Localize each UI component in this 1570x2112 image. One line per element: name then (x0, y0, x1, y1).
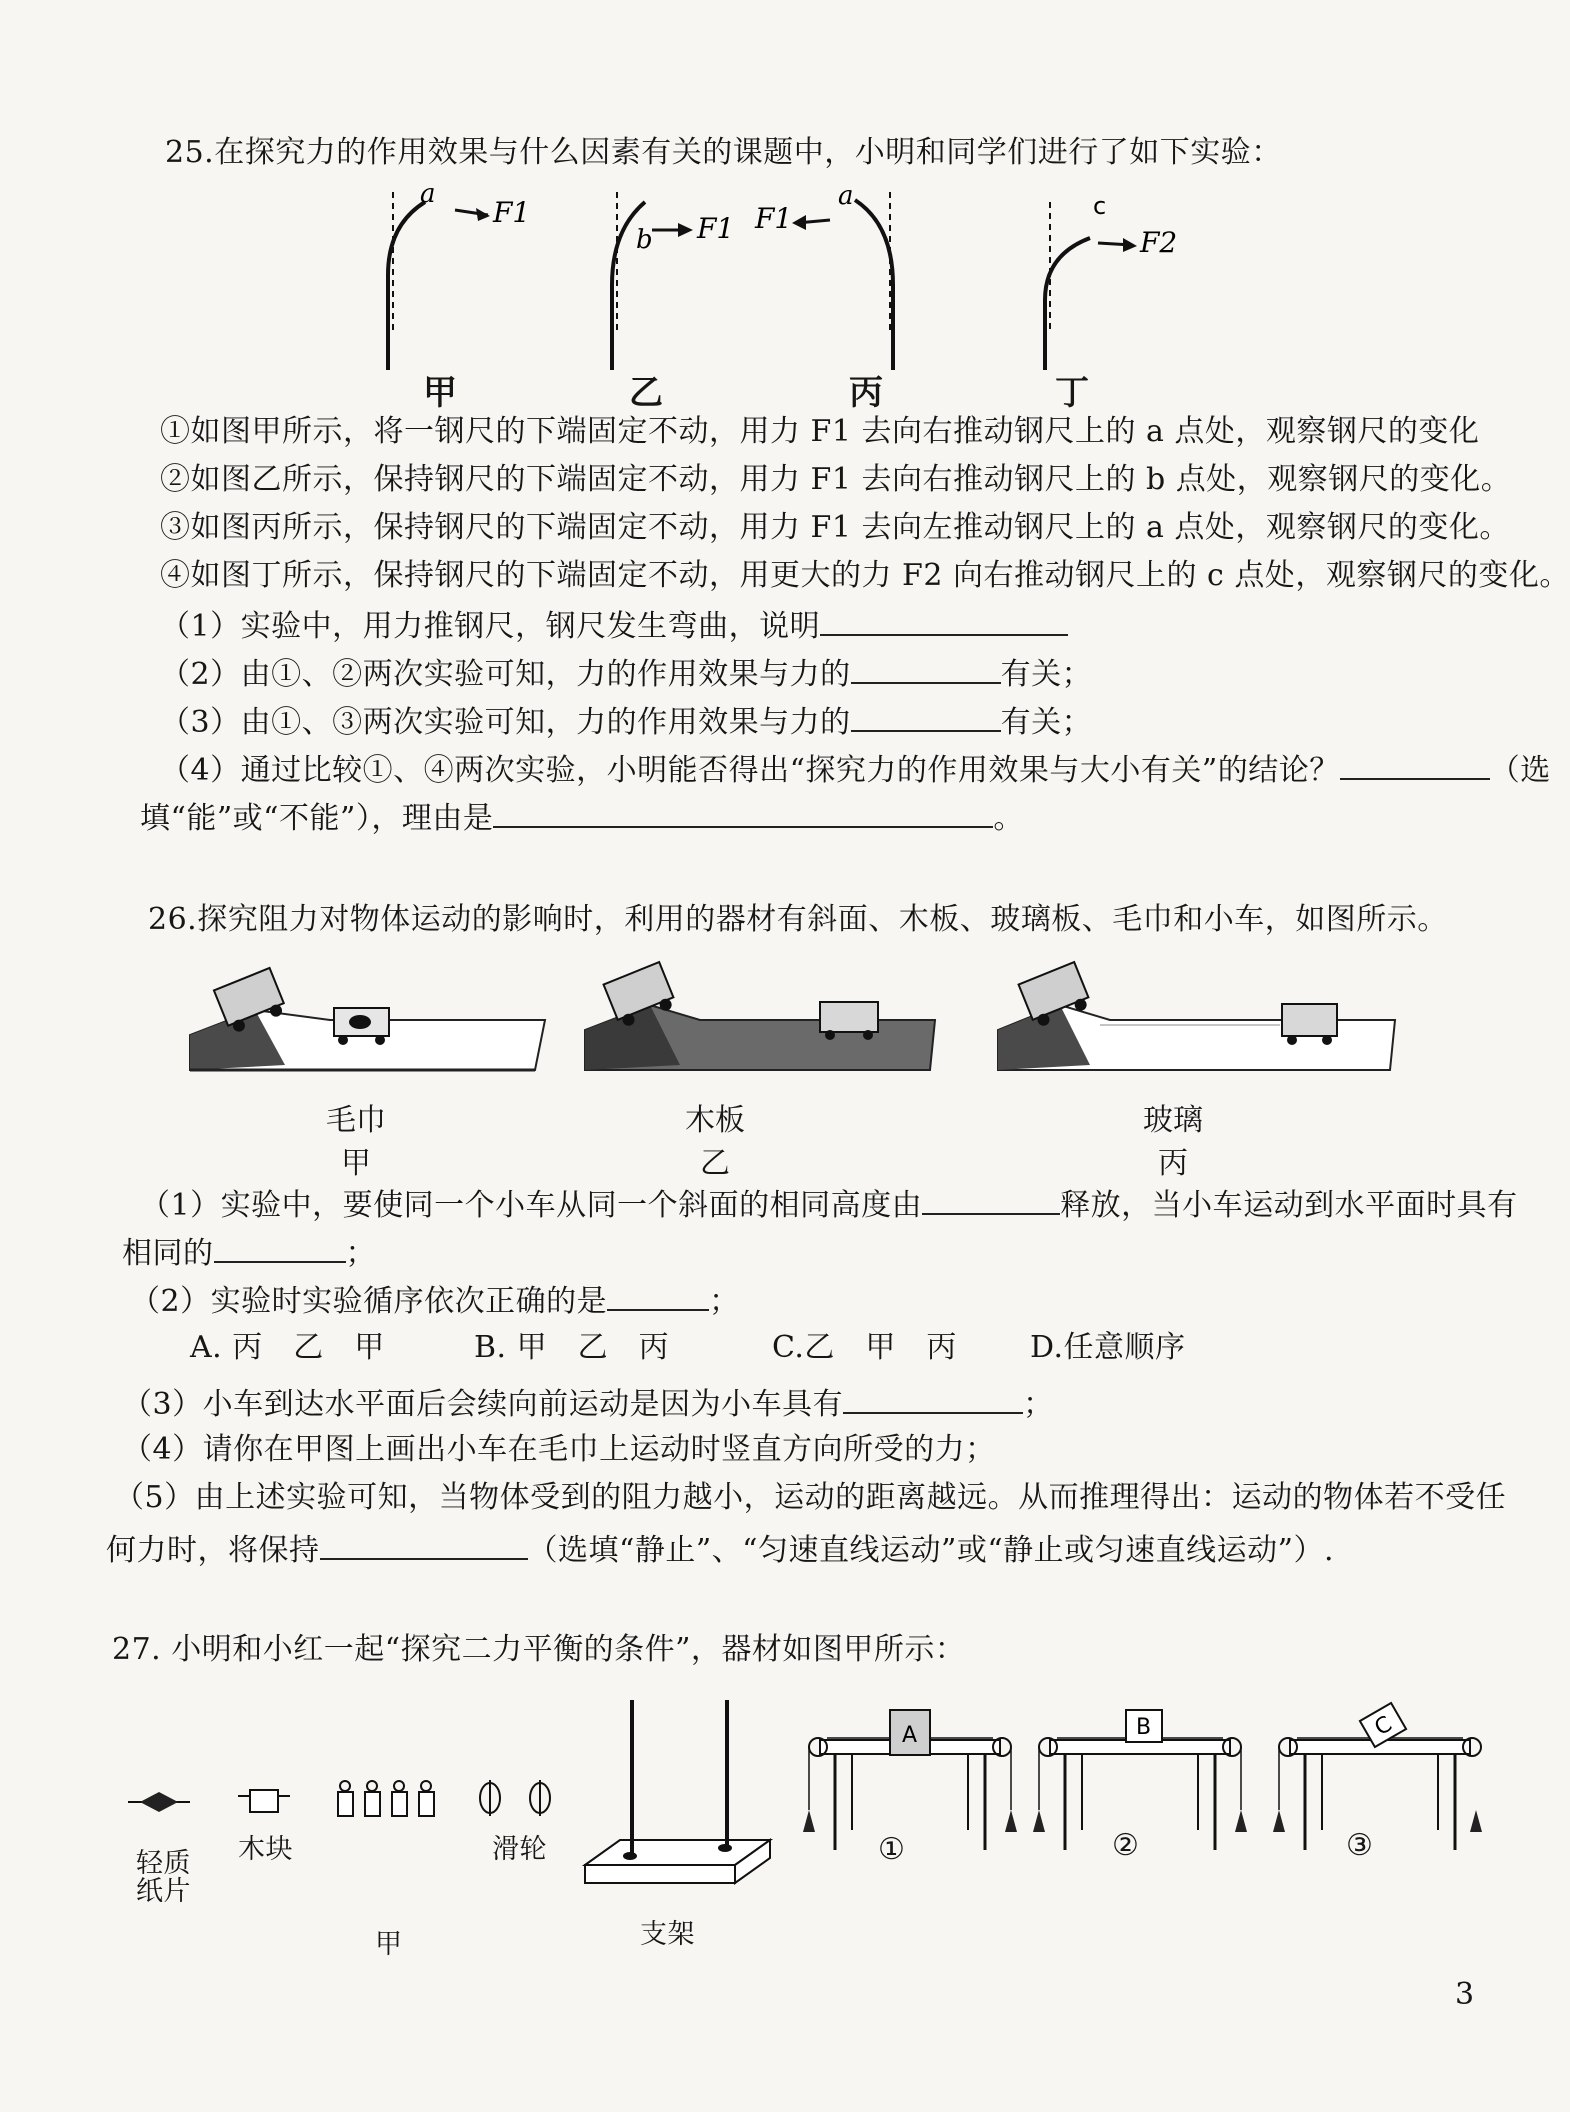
q25-step-1: ①如图甲所示，将一钢尺的下端固定不动，用力 F1 去向右推动钢尺上的 a 点处，观察钢尺的变化 (160, 414, 1480, 449)
incline-setup-glass (998, 962, 1395, 1070)
option-c[interactable]: C.乙 甲 丙 (772, 1330, 957, 1365)
fig-label-jia: 甲 (341, 1146, 371, 1181)
fig-label-ding: 丁 (1055, 373, 1089, 413)
force-F1-label: F1 (755, 202, 793, 235)
label-jia: 甲 (375, 1929, 403, 1960)
answer-blank[interactable] (1340, 748, 1490, 780)
surface-label-towel: 毛巾 (326, 1103, 386, 1138)
answer-blank[interactable] (320, 1528, 528, 1560)
answer-blank[interactable] (214, 1231, 346, 1263)
q26-question-5-line2: 何力时，将保持 （选填“静止”、“匀速直线运动”或“静止或匀速直线运动”）. (106, 1528, 1334, 1571)
option-d[interactable]: D.任意顺序 (1030, 1330, 1186, 1365)
q25-step-2: ②如图乙所示，保持钢尺的下端固定不动，用力 F1 去向右推动钢尺上的 b 点处，观察钢尺的变化。 (160, 462, 1512, 497)
answer-blank[interactable] (843, 1382, 1023, 1414)
force-F2-label: F2 (1140, 226, 1178, 259)
ruler-figure-yi (612, 192, 734, 370)
balance-setup-1 (803, 1710, 1017, 1850)
label-light-card-1: 轻质 (136, 1848, 191, 1879)
q26-title: 26.探究阻力对物体运动的影响时，利用的器材有斜面、木板、玻璃板、毛巾和小车，如图所示。 (148, 902, 1448, 937)
label-light-card-2: 纸片 (136, 1876, 191, 1907)
force-F1-label: F1 (697, 212, 735, 245)
q25-question-1: （1）实验中，用力推钢尺，钢尺发生弯曲，说明 (160, 604, 1068, 647)
answer-blank[interactable] (493, 796, 993, 828)
incline-setup-towel (190, 968, 545, 1070)
point-b-label: b (636, 225, 653, 255)
q25-step-3: ③如图丙所示，保持钢尺的下端固定不动，用力 F1 去向左推动钢尺上的 a 点处，观察钢尺的变化。 (160, 510, 1510, 545)
q26-figures (0, 960, 1492, 1100)
option-b[interactable]: B. 甲 乙 丙 (474, 1330, 670, 1365)
setup-number-3: ③ (1346, 1828, 1374, 1863)
q25-question-4: （4）通过比较①、④两次实验，小明能否得出“探究力的作用效果与大小有关”的结论？ （选 (160, 748, 1551, 791)
q25-question-2: （2）由①、②两次实验可知，力的作用效果与力的 有关； (160, 652, 1092, 695)
q26-question-2: （2）实验时实验循序依次正确的是 ； (130, 1279, 740, 1322)
option-a[interactable]: A. 丙 乙 甲 (190, 1330, 385, 1365)
q26-question-5: （5）由上述实验可知，当物体受到的阻力越小，运动的距离越远。从而推理得出：运动的物体若不受任 (114, 1480, 1507, 1515)
label-stand: 支架 (640, 1919, 695, 1950)
q25-question-4-line2: 填“能”或“不能”），理由是 。 (140, 796, 1024, 839)
incline-setup-wood (585, 962, 935, 1070)
fig-label-yi: 乙 (629, 373, 663, 413)
pulley-icon (480, 1780, 550, 1816)
card-icon (128, 1792, 190, 1812)
point-a-label: a (420, 179, 436, 209)
ruler-figure-ding (1045, 192, 1177, 370)
setup-number-1: ① (878, 1832, 906, 1867)
q26-question-1-line2: 相同的 ； (122, 1231, 376, 1274)
stand-icon (585, 1700, 770, 1883)
point-c-label: c (1093, 192, 1107, 220)
q25-figures (0, 180, 1492, 430)
answer-blank[interactable] (607, 1279, 709, 1311)
wood-block-icon (238, 1790, 290, 1812)
q26-question-3: （3）小车到达水平面后会续向前运动是因为小车具有 ； (122, 1382, 1054, 1425)
q27-equipment (0, 1690, 1492, 1940)
fig-label-bing: 丙 (1158, 1146, 1188, 1181)
answer-blank[interactable] (922, 1183, 1060, 1215)
q26-question-4: （4）请你在甲图上画出小车在毛巾上运动时竖直方向所受的力； (122, 1432, 996, 1467)
ruler-figure-jia (388, 179, 530, 370)
surface-label-glass: 玻璃 (1143, 1103, 1203, 1138)
label-wood-block: 木块 (238, 1834, 293, 1865)
force-F1-label: F1 (493, 196, 531, 229)
answer-blank[interactable] (820, 604, 1068, 636)
fig-label-yi: 乙 (700, 1146, 730, 1181)
point-a-label: a (838, 181, 854, 211)
balance-setup-2 (1033, 1710, 1247, 1850)
q25-step-4: ④如图丁所示，保持钢尺的下端固定不动，用更大的力 F2 向右推动钢尺上的 c 点处，观察钢尺的变化。 (160, 558, 1570, 593)
q25-title: 25.在探究力的作用效果与什么因素有关的课题中，小明和同学们进行了如下实验： (165, 135, 1282, 170)
answer-blank[interactable] (851, 700, 1001, 732)
fig-label-bing: 丙 (849, 373, 883, 413)
q25-question-3: （3）由①、③两次实验可知，力的作用效果与力的 有关； (160, 700, 1092, 743)
answer-blank[interactable] (851, 652, 1001, 684)
weights-icon (338, 1781, 434, 1816)
surface-label-wood: 木板 (685, 1103, 745, 1138)
ruler-figure-bing (754, 181, 893, 370)
block-C-label: C (1370, 1711, 1397, 1742)
setup-number-2: ② (1112, 1828, 1140, 1863)
page-number: 3 (1455, 1977, 1475, 2012)
fig-label-jia: 甲 (423, 373, 457, 413)
balance-setup-3 (1273, 1703, 1482, 1850)
q27-title: 27. 小明和小红一起“探究二力平衡的条件”，器材如图甲所示： (112, 1632, 966, 1667)
q26-question-1: （1）实验中，要使同一个小车从同一个斜面的相同高度由 释放，当小车运动到水平面时具有 (140, 1183, 1518, 1226)
block-A-label: A (902, 1723, 918, 1748)
label-pulley: 滑轮 (492, 1834, 547, 1865)
block-B-label: B (1136, 1715, 1152, 1740)
